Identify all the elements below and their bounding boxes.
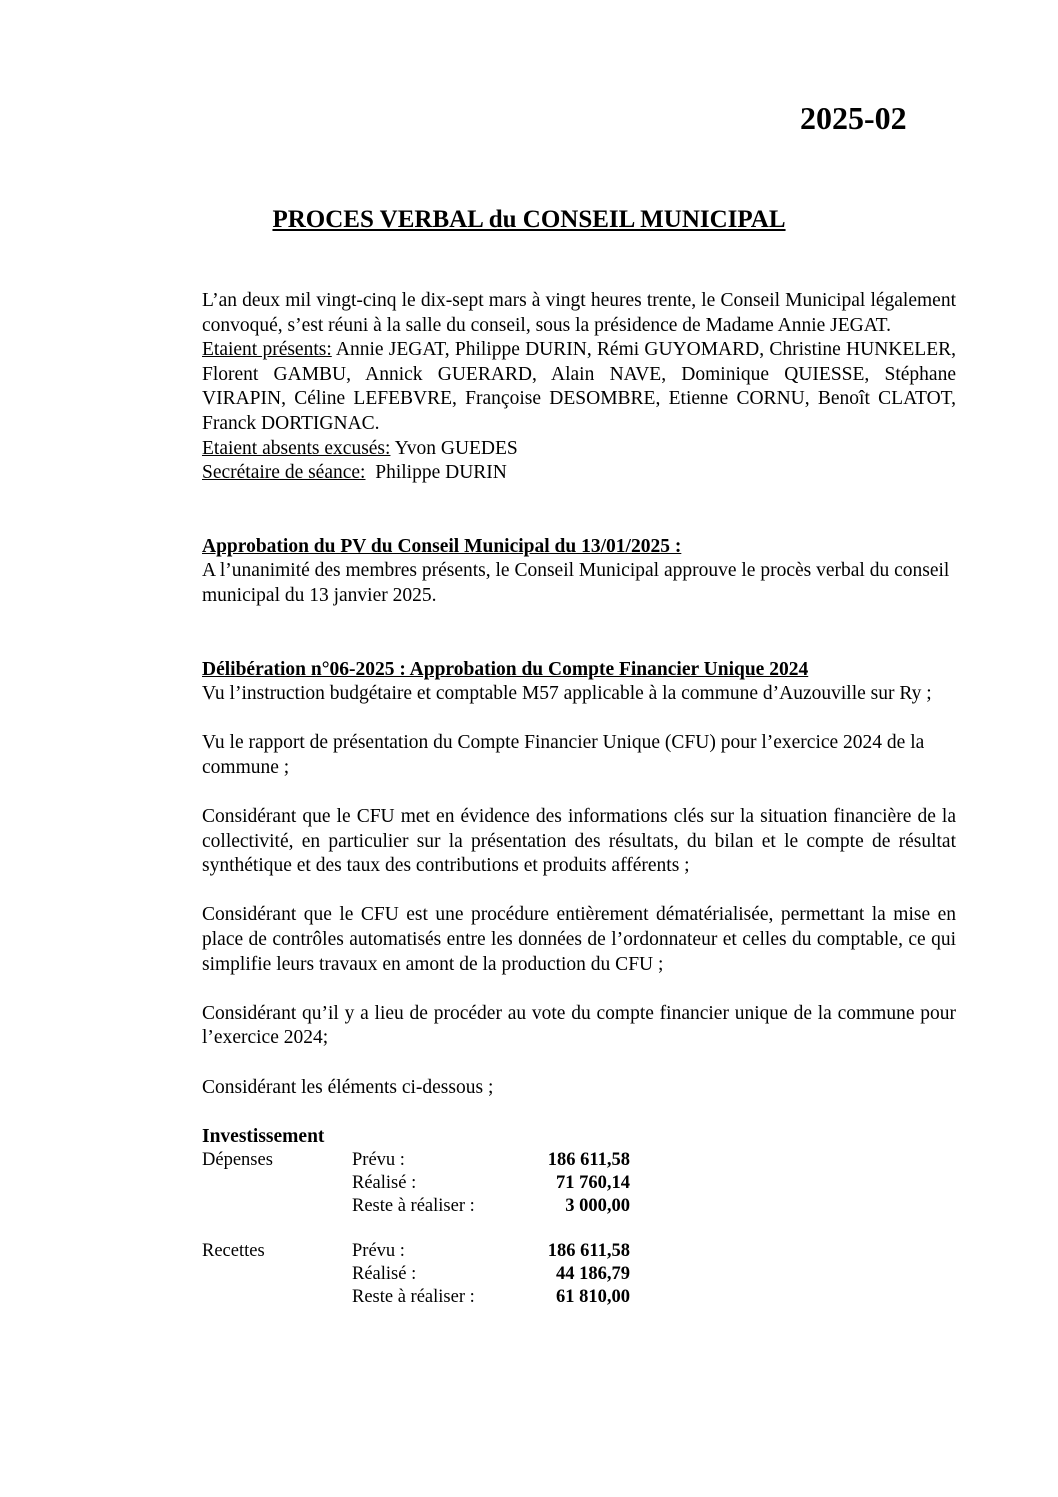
table-row — [202, 1195, 630, 1218]
presents-label: Etaient présents: — [202, 339, 332, 361]
row-label: Reste à réaliser : — [352, 1196, 475, 1217]
table-row — [202, 1172, 630, 1195]
depenses-label: Dépenses — [202, 1150, 273, 1171]
deliberation-vu-2: Vu le rapport de présentation du Compte Financier Unique (CFU) pour l’exercice 2024 de la commune ; — [202, 732, 925, 778]
row-label: Prévu : — [352, 1150, 405, 1171]
row-value: 186 611,58 — [547, 1150, 630, 1171]
investissement-title: Investissement — [202, 1125, 325, 1147]
approbation-heading: Approbation du PV du Conseil Municipal du 13/01/2025 : — [202, 535, 682, 557]
document-number: 2025-02 — [800, 100, 907, 136]
absents-list: Yvon GUEDES — [390, 437, 518, 459]
row-label: Reste à réaliser : — [352, 1287, 475, 1308]
secretaire-paragraph — [202, 461, 956, 486]
secretaire-name: Philippe DURIN — [365, 462, 507, 484]
intro-paragraph: L’an deux mil vingt-cinq le dix-sept mars à vingt heures trente, le Conseil Municipal légalement convoqué, s’est réuni à la salle du conseil, sous la présidence de Madame Annie JEGAT. — [202, 290, 956, 336]
approbation-text: A l’unanimité des membres présents, le Conseil Municipal approuve le procès verbal du conseil municipal du 13 janvier 2025. — [202, 560, 950, 606]
deliberation-considerant-3: Considérant qu’il y a lieu de procéder au vote du compte financier unique de la commune pour l’exercice 2024; — [202, 1002, 956, 1049]
row-label: Réalisé : — [352, 1173, 417, 1194]
table-row — [202, 1263, 630, 1286]
row-label: Réalisé : — [352, 1264, 417, 1285]
table-row — [202, 1286, 630, 1309]
document-body — [202, 289, 956, 1309]
absents-paragraph — [202, 437, 956, 462]
table-row — [202, 1149, 630, 1172]
recettes-label: Recettes — [202, 1241, 265, 1262]
row-label: Prévu : — [352, 1241, 405, 1262]
absents-label: Etaient absents excusés: — [202, 437, 391, 459]
secretaire-label: Secrétaire de séance: — [202, 462, 366, 484]
row-value: 71 760,14 — [556, 1173, 630, 1194]
row-value: 44 186,79 — [556, 1264, 630, 1285]
row-value: 3 000,00 — [565, 1196, 630, 1217]
deliberation-heading: Délibération n°06-2025 : Approbation du Compte Financier Unique 2024 — [202, 658, 809, 680]
deliberation-considerant-4: Considérant les éléments ci-dessous ; — [202, 1076, 494, 1098]
deliberation-vu-1: Vu l’instruction budgétaire et comptable M57 applicable à la commune d’Auzouville sur Ry ; — [202, 683, 932, 705]
page-title: PROCES VERBAL du CONSEIL MUNICIPAL — [272, 206, 786, 233]
table-row — [202, 1240, 630, 1263]
presents-list: Annie JEGAT, Philippe DURIN, Rémi GUYOMARD, Christine HUNKELER, Florent GAMBU, Annick GUERARD, Alain NAVE, Dominique QUIESSE, Stéphane VIRAPIN, Céline LEFEBVRE, Françoise DESOMBRE, Etienne CORNU, Benoît CLATOT, Franck DORTIGNAC. — [202, 339, 956, 434]
row-value: 61 810,00 — [556, 1287, 630, 1308]
deliberation-considerant-1: Considérant que le CFU met en évidence des informations clés sur la situation financière de la collectivité, en particulier sur la présentation des résultats, du bilan et le compte de résultat synthétique et des taux des contributions et produits afférents ; — [202, 806, 956, 877]
deliberation-considerant-2: Considérant que le CFU est une procédure entièrement dématérialisée, permettant la mise en place de contrôles automatisés entre les données de l’ordonnateur et celles du comptable, ce qui simplifie leurs travaux en amont de la production du CFU ; — [202, 904, 956, 975]
investissement-table — [202, 1149, 630, 1309]
row-value: 186 611,58 — [547, 1241, 630, 1262]
presents-paragraph — [202, 338, 956, 436]
